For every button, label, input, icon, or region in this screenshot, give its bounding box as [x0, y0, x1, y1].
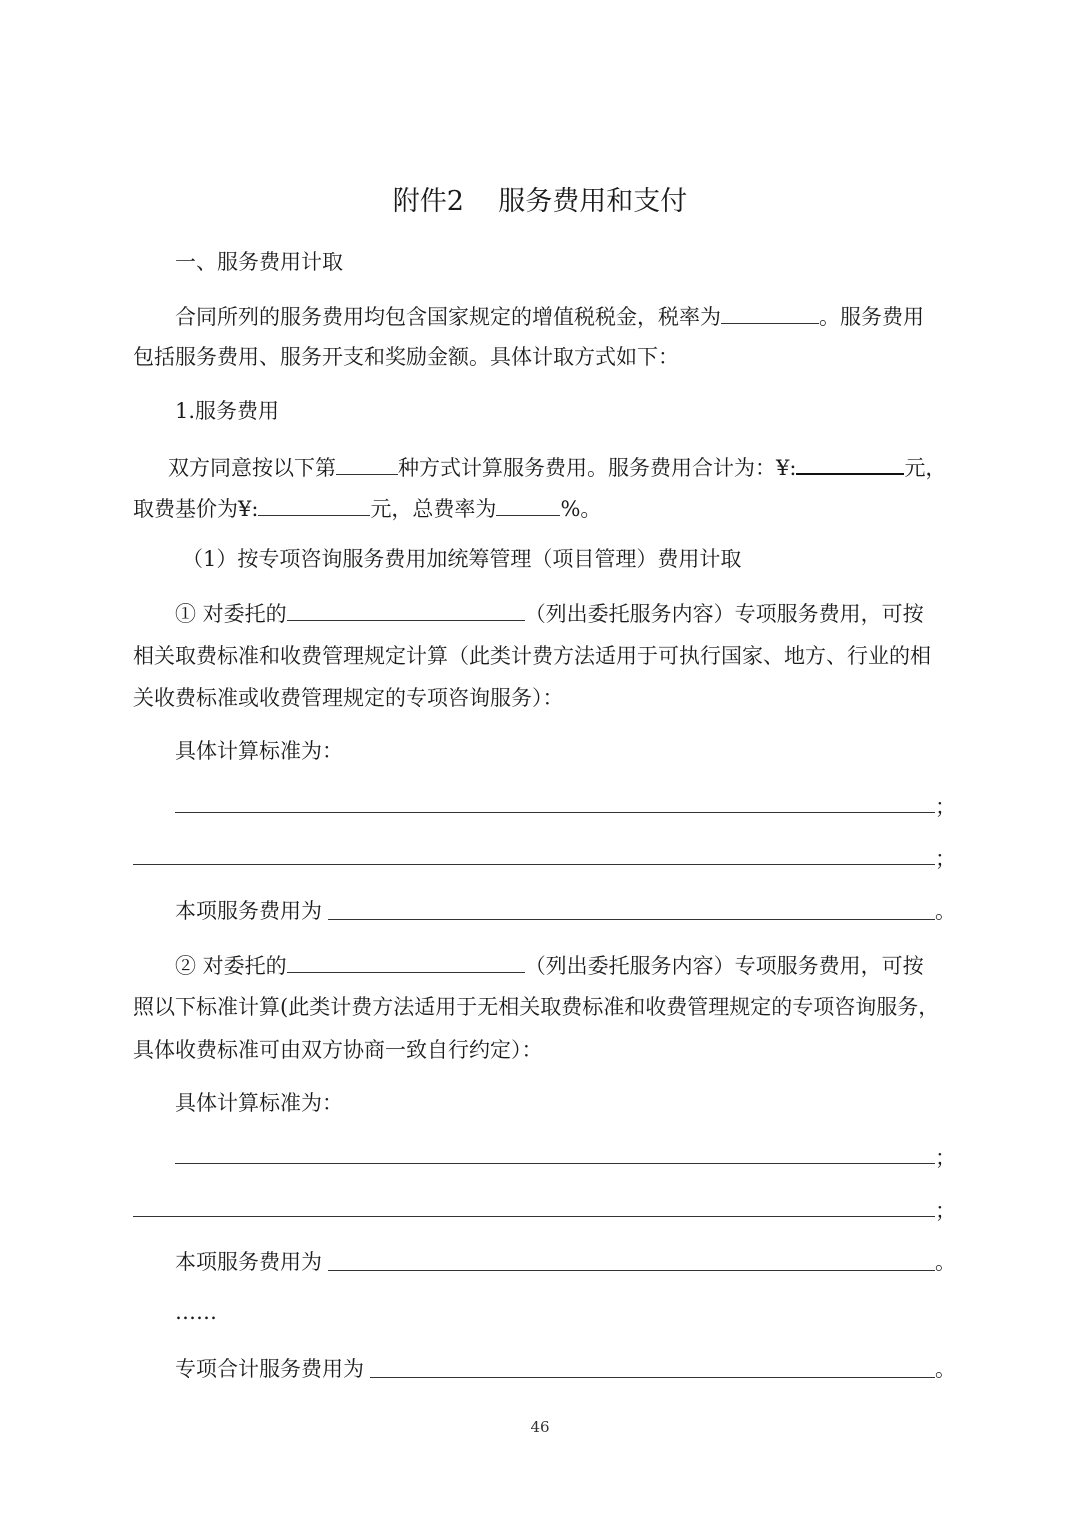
clause1-line2: 相关取费标准和收费管理规定计算（此类计费方法适用于可执行国家、地方、行业的相 [133, 644, 931, 668]
clause1-standard-blank-2[interactable] [133, 864, 935, 865]
clause1-text-b: （列出委托服务内容）专项服务费用，可按 [524, 602, 924, 626]
method-number-blank[interactable] [336, 452, 398, 475]
clause2-text-a: ② 对委托的 [175, 954, 287, 978]
agree-text-e: 元，总费率为 [370, 497, 497, 521]
clause1-fee-blank[interactable] [328, 919, 935, 920]
clause2-standard-label: 具体计算标准为： [175, 1091, 343, 1115]
base-price-blank[interactable] [258, 493, 370, 516]
clause2-fee-end: 。 [935, 1250, 956, 1274]
total-fee-label: 专项合计服务费用为 [175, 1357, 364, 1381]
clause1-semicolon-1: ； [935, 795, 956, 819]
clause1-line3: 关收费标准或收费管理规定的专项咨询服务）： [133, 686, 564, 710]
total-fee-blank[interactable] [796, 451, 904, 475]
clause1-text-a: ① 对委托的 [175, 602, 287, 626]
clause1-standard-blank-1[interactable] [175, 812, 935, 813]
clause1-fee-label: 本项服务费用为 [175, 899, 322, 923]
agree-text-a: 双方同意按以下第 [168, 456, 336, 480]
clause2-fee-blank[interactable] [328, 1270, 935, 1271]
agree-text-c: 元， [904, 456, 947, 480]
clause1-line1 [175, 598, 924, 628]
intro-paragraph-line2: 包括服务费用、服务开支和奖励金额。具体计取方式如下： [133, 345, 679, 369]
page-number: 46 [530, 1418, 550, 1436]
clause1-semicolon-2: ； [935, 847, 956, 871]
agree-text-f: %。 [560, 497, 602, 521]
clause1-standard-label: 具体计算标准为： [175, 739, 343, 763]
agree-text-b: 种方式计算服务费用。服务费用合计为：¥: [398, 456, 797, 480]
page-title: 附件2 服务费用和支付 [392, 186, 688, 217]
tax-rate-blank[interactable] [721, 301, 819, 324]
agree-paragraph-line1 [168, 451, 946, 482]
clause2-standard-blank-1[interactable] [175, 1163, 935, 1164]
intro-text-a: 合同所列的服务费用均包含国家规定的增值税税金，税率为 [175, 305, 721, 329]
agree-text-d: 取费基价为¥: [133, 497, 259, 521]
clause1-fee-end: 。 [935, 899, 956, 923]
section-heading-fee-calc: 一、服务费用计取 [175, 250, 343, 274]
agree-paragraph-line2 [133, 493, 601, 523]
subsection-heading: （1）按专项咨询服务费用加统筹管理（项目管理）费用计取 [182, 547, 742, 571]
fee-rate-blank[interactable] [496, 493, 560, 516]
clause2-fee-label: 本项服务费用为 [175, 1250, 322, 1274]
clause2-standard-blank-2[interactable] [133, 1216, 935, 1217]
total-fee-blank-line[interactable] [370, 1377, 935, 1378]
intro-text-b: 。服务费用 [819, 305, 924, 329]
clause2-line2: 照以下标准计算(此类计费方法适用于无相关取费标准和收费管理规定的专项咨询服务， [133, 995, 940, 1019]
total-fee-end: 。 [935, 1357, 956, 1381]
clause2-semicolon-1: ； [935, 1146, 956, 1170]
clause2-text-b: （列出委托服务内容）专项服务费用，可按 [524, 954, 924, 978]
clause2-service-blank[interactable] [287, 950, 525, 973]
clause2-line1 [175, 950, 924, 980]
clause1-service-blank[interactable] [287, 598, 525, 621]
clause2-line3: 具体收费标准可由双方协商一致自行约定）： [133, 1038, 543, 1062]
ellipsis: …… [175, 1300, 217, 1324]
clause2-semicolon-2: ； [935, 1199, 956, 1223]
intro-paragraph-line1 [175, 301, 924, 331]
item-heading-service-fee: 1.服务费用 [175, 399, 280, 423]
